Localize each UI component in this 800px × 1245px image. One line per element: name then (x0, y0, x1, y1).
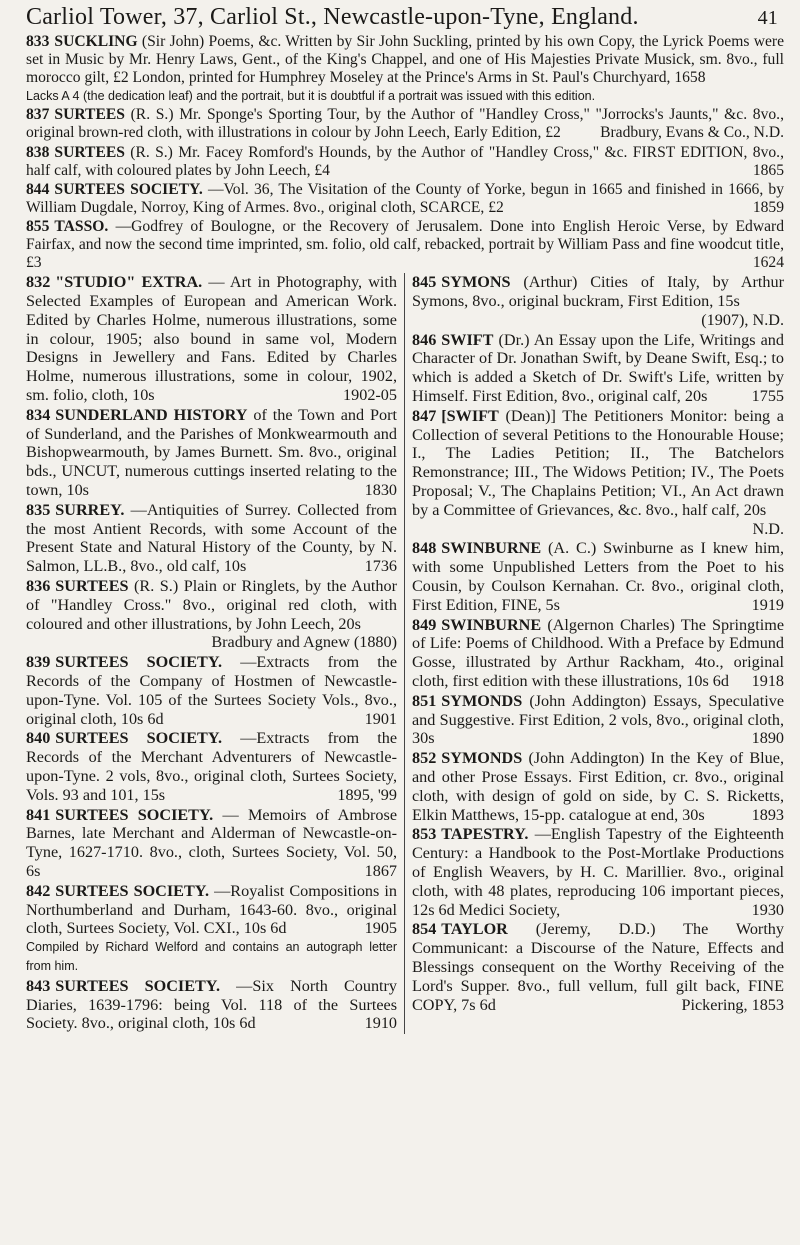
entry-description: —Extracts from the Records of the Merchant Adventurers of Newcastle-upon-Tyne. 2 vols, 8vo., original cloth, Surtees Society, Vols. 93 and 101, 15s (26, 729, 398, 804)
catalogue-entry (412, 920, 784, 1014)
entry-description: (R. S.) Plain or Ringlets, by the Author of "Handley Cross." 8vo., original red cloth, with coloured and other illustrations, by John Leech, 20s (26, 576, 397, 633)
entry-date: Bradbury, Evans & Co., N.D. (600, 124, 784, 142)
catalogue-entry (26, 653, 397, 728)
entry-description: (R. S.) Mr. Sponge's Sporting Tour, by the Author of "Handley Cross," "Jorrocks's Jaunts," &c. 8vo., original brown-red cloth, with illustrations in colour by John Leech, Early Edition, £2 (26, 106, 784, 142)
entry-description: (R. S.) Mr. Facey Romford's Hounds, by the Author of "Handley Cross," &c. FIRST EDITION, 8vo., half calf, with coloured plates by John Leech, £4 (26, 143, 784, 179)
entry-heading: SURTEES SOCIETY. (55, 653, 223, 672)
entry-heading: [SWIFT (441, 406, 499, 425)
entry-date: 1865 (752, 161, 784, 179)
catalogue-entry (26, 181, 784, 217)
entry-date: 1905 (364, 919, 397, 938)
left-column (26, 273, 405, 1034)
entry-heading: SURTEES (55, 576, 129, 595)
page-header (26, 2, 784, 33)
catalogue-entry (26, 406, 397, 500)
entry-number: 837 (26, 106, 50, 124)
entry-heading: SURTEES SOCIETY. (55, 805, 214, 824)
entry-number: 838 (26, 143, 50, 161)
entry-heading: SYMONDS (441, 749, 523, 768)
entry-date: 1919 (751, 595, 784, 614)
entry-description: (Jeremy, D.D.) The Worthy Communicant: a Discourse of the Nature, Effects and Blessings consequent on the Worthy Receiving of the Lord's Supper. 8vo., full vellum, full gilt back, FINE COPY, 7s 6d (412, 920, 784, 1014)
entry-heading: SWINBURNE (441, 615, 542, 634)
catalogue-entry (26, 273, 397, 405)
entry-number: 841 (26, 805, 51, 824)
entry-heading: SYMONDS (441, 691, 523, 710)
entry-date: 1902-05 (343, 386, 397, 404)
catalogue-entry (412, 539, 784, 614)
entry-number: 849 (412, 615, 437, 634)
entry-heading: SURTEES (54, 106, 125, 124)
catalogue-entry (26, 501, 397, 576)
entry-number: 833 (26, 33, 50, 50)
entry-note: Compiled by Richard Welford and contains an autograph letter from him. (26, 940, 397, 973)
catalogue-entry (412, 273, 784, 329)
entry-heading: TAYLOR (441, 920, 508, 939)
entry-heading: SUCKLING (54, 33, 138, 50)
catalogue-entry (26, 729, 397, 804)
right-column (405, 273, 784, 1034)
entry-heading: SWIFT (441, 330, 494, 349)
two-column-section (26, 273, 784, 1034)
entry-description: (Dr.) An Essay upon the Life, Writings and Character of Dr. Jonathan Swift, by Deane Swift, Esq.; to which is added a Sketch of Dr. Swift's Life, written by Himself. First Edition, 8vo., original calf, 20s (412, 330, 784, 405)
catalogue-entry (26, 33, 784, 105)
dealer-address: Carliol Tower, 37, Carliol St., Newcastle-upon-Tyne, England. (26, 4, 639, 30)
entry-number: 851 (412, 691, 437, 710)
entry-description: —English Tapestry of the Eighteenth Century: a Handbook to the Post-Mortlake Productions of English Weavers, by H. C. Marillier. 8vo., original cloth, with 48 plates, reproducing 106 important pieces, 12s 6d Medici Society, (412, 825, 784, 919)
entry-number: 832 (26, 273, 51, 292)
entry-description: (John Addington) Essays, Speculative and Suggestive. First Edition, 2 vols, 8vo., original cloth, 30s (412, 691, 785, 748)
entry-date: 1867 (364, 861, 397, 880)
entry-date: 1901 (364, 709, 397, 728)
entry-date: 1893 (751, 805, 784, 824)
catalogue-entry (26, 144, 784, 180)
entry-date: Bradbury and Agnew (1880) (211, 633, 397, 652)
catalogue-entry (26, 882, 397, 976)
entry-number: 855 (26, 217, 50, 235)
entry-number: 846 (412, 330, 437, 349)
entry-heading: TAPESTRY. (441, 825, 529, 844)
entry-number: 834 (26, 405, 51, 424)
entry-description: (Arthur) Cities of Italy, by Arthur Symons, 8vo., original buckram, First Edition, 15s (412, 273, 784, 311)
entry-description: —Godfrey of Boulogne, or the Recovery of Jerusalem. Done into English Heroic Verse, by Edward Fairfax, and now the second time imprinted, sm. folio, old calf, rebacked, portrait by William Pass and fine woodcut title, £3 (26, 217, 784, 272)
entry-heading: SURREY. (55, 500, 125, 519)
entry-date: 1755 (751, 387, 784, 405)
entry-description: —Extracts from the Records of the Company of Hostmen of Newcastle-upon-Tyne. Vol. 105 of the Surtees Society Vols., 8vo., original cloth, 10s 6d (26, 653, 398, 728)
full-width-entries (26, 33, 784, 272)
entry-date: 1930 (751, 900, 784, 919)
entry-description: —Vol. 36, The Visitation of the County of Yorke, begun in 1665 and finished in 1666, by William Dugdale, Norroy, King of Armes. 8vo., original cloth, SCARCE, £2 (26, 180, 784, 216)
entry-heading: TASSO. (54, 217, 109, 235)
catalogue-entry (26, 577, 397, 652)
catalogue-entry (26, 106, 784, 142)
entry-description: —Royalist Compositions in Northumberland and Durham, 1643-60. 8vo., original cloth, Surtees Society, Vol. CXI., 10s 6d (26, 881, 397, 938)
entry-heading: SURTEES SOCIETY. (55, 729, 223, 748)
entry-number: 840 (26, 729, 51, 748)
catalogue-entry (26, 977, 397, 1033)
page-number: 41 (757, 7, 778, 29)
entry-date: 1890 (751, 729, 784, 748)
catalogue-entry (412, 825, 784, 919)
catalogue-entry (412, 749, 784, 824)
catalogue-entry (412, 616, 784, 691)
entry-note: Lacks A 4 (the dedication leaf) and the portrait, but it is doubtful if a portrait was issued with this edition. (26, 89, 596, 104)
entry-description: of the Town and Port of Sunderland, and the Parishes of Monkwearmouth and Bishopwearmouth, by James Burnett. Sm. 8vo., original bds., UNCUT, numerous cuttings inserted relating to the town, 10s (26, 405, 397, 499)
entry-heading: "STUDIO" EXTRA. (55, 273, 203, 292)
entry-number: 848 (412, 539, 437, 558)
entry-description: (A. C.) Swinburne as I knew him, with some Unpublished Letters from the Poet to his Cousin, by Coulson Kernahan. Cr. 8vo., original cloth, First Edition, FINE, 5s (412, 539, 785, 614)
entry-date: 1895, '99 (337, 785, 397, 804)
entry-number: 842 (26, 881, 51, 900)
entry-number: 839 (26, 653, 51, 672)
catalogue-entry (412, 407, 784, 539)
entry-number: 852 (412, 749, 437, 768)
entry-description: (Algernon Charles) The Springtime of Life: Poems of Childhood. With a Preface by Edmund Gosse, illustrated by Arthur Rackham, 4to., original cloth, first edition with these illustrations, 10s 6d (412, 615, 784, 690)
entry-number: 843 (26, 976, 51, 995)
entry-heading: SURTEES SOCIETY. (55, 976, 221, 995)
entry-heading: SURTEES (54, 143, 125, 161)
entry-description: (John Addington) In the Key of Blue, and other Prose Essays. First Edition, cr. 8vo., original cloth, with design of gold on side, by C. S. Ricketts, Elkin Matthews, 15-pp. catalogue at end, 30s (412, 749, 784, 824)
entry-number: 847 (412, 406, 437, 425)
entry-date: 1859 (752, 198, 784, 216)
catalogue-entry (26, 806, 397, 881)
entry-number: 836 (26, 576, 51, 595)
entry-heading: SWINBURNE (441, 539, 542, 558)
entry-heading: SUNDERLAND HISTORY (55, 405, 248, 424)
entry-heading: SURTEES SOCIETY. (54, 180, 203, 198)
entry-number: 854 (412, 920, 437, 939)
entry-description: — Memoirs of Ambrose Barnes, late Merchant and Alderman of Newcastle-on-Tyne, 1627-1710. 8vo., cloth, Surtees Society, Vol. 50, 6s (26, 805, 398, 880)
entry-description: —Six North Country Diaries, 1639-1796: being Vol. 118 of the Surtees Society. 8vo., original cloth, 10s 6d (26, 976, 398, 1033)
entry-heading: SYMONS (441, 273, 511, 292)
entry-heading: SURTEES SOCIETY. (55, 881, 210, 900)
entry-date: N.D. (752, 519, 784, 538)
entry-number: 844 (26, 180, 50, 198)
entry-date: 1910 (364, 1014, 397, 1033)
entry-date: 1624 (752, 254, 784, 272)
entry-description: — Art in Photography, with Selected Examples of European and American Work. Edited by Charles Holme, numerous illustrations, some in colour, 1905; also bound in same vol, Modern Designs in Jewellery and Fans. Edited by Charles Holme, numerous illustrations, some in colour, 1902, sm. folio, cloth, 10s (26, 273, 397, 404)
catalogue-entry (412, 692, 784, 748)
catalogue-entry (26, 218, 784, 272)
entry-number: 845 (412, 273, 437, 292)
entry-date: Pickering, 1853 (681, 995, 784, 1014)
entry-description: (Sir John) Poems, &c. Written by Sir John Suckling, printed by his own Copy, the Lyrick Poems were set in Music by Mr. Henry Laws, Gent., of the King's Chappel, and one of His Majesties Private Musick, sm. 8vo., full morocco gilt, £2 London, printed for Humphrey Moseley at the Prince's Arms in St. Paul's Churchyard, 1658 (26, 33, 784, 87)
entry-date: (1907), N.D. (701, 310, 784, 329)
entry-description: (Dean)] The Petitioners Monitor: being a Collection of several Petitions to the Honourable House; I., The Ladies Petition; II., The Batchelors Remonstrance; III., The Widows Petition; IV., The Poets Proposal; V., The Chaplains Petition; VI., An Act drawn by a Committee of Grievances, &c. 8vo., half calf, 20s (412, 406, 784, 519)
entry-number: 835 (26, 500, 51, 519)
entry-date: 1736 (364, 557, 397, 576)
entry-number: 853 (412, 825, 437, 844)
catalogue-entry (412, 331, 784, 406)
entry-description: —Antiquities of Surrey. Collected from the most Antient Records, with some Account of the Present State and Natural History of the County, by N. Salmon, LL.B., 8vo., old calf, 10s (26, 500, 397, 576)
entry-date: 1830 (364, 480, 397, 499)
entry-date: 1918 (751, 671, 784, 690)
